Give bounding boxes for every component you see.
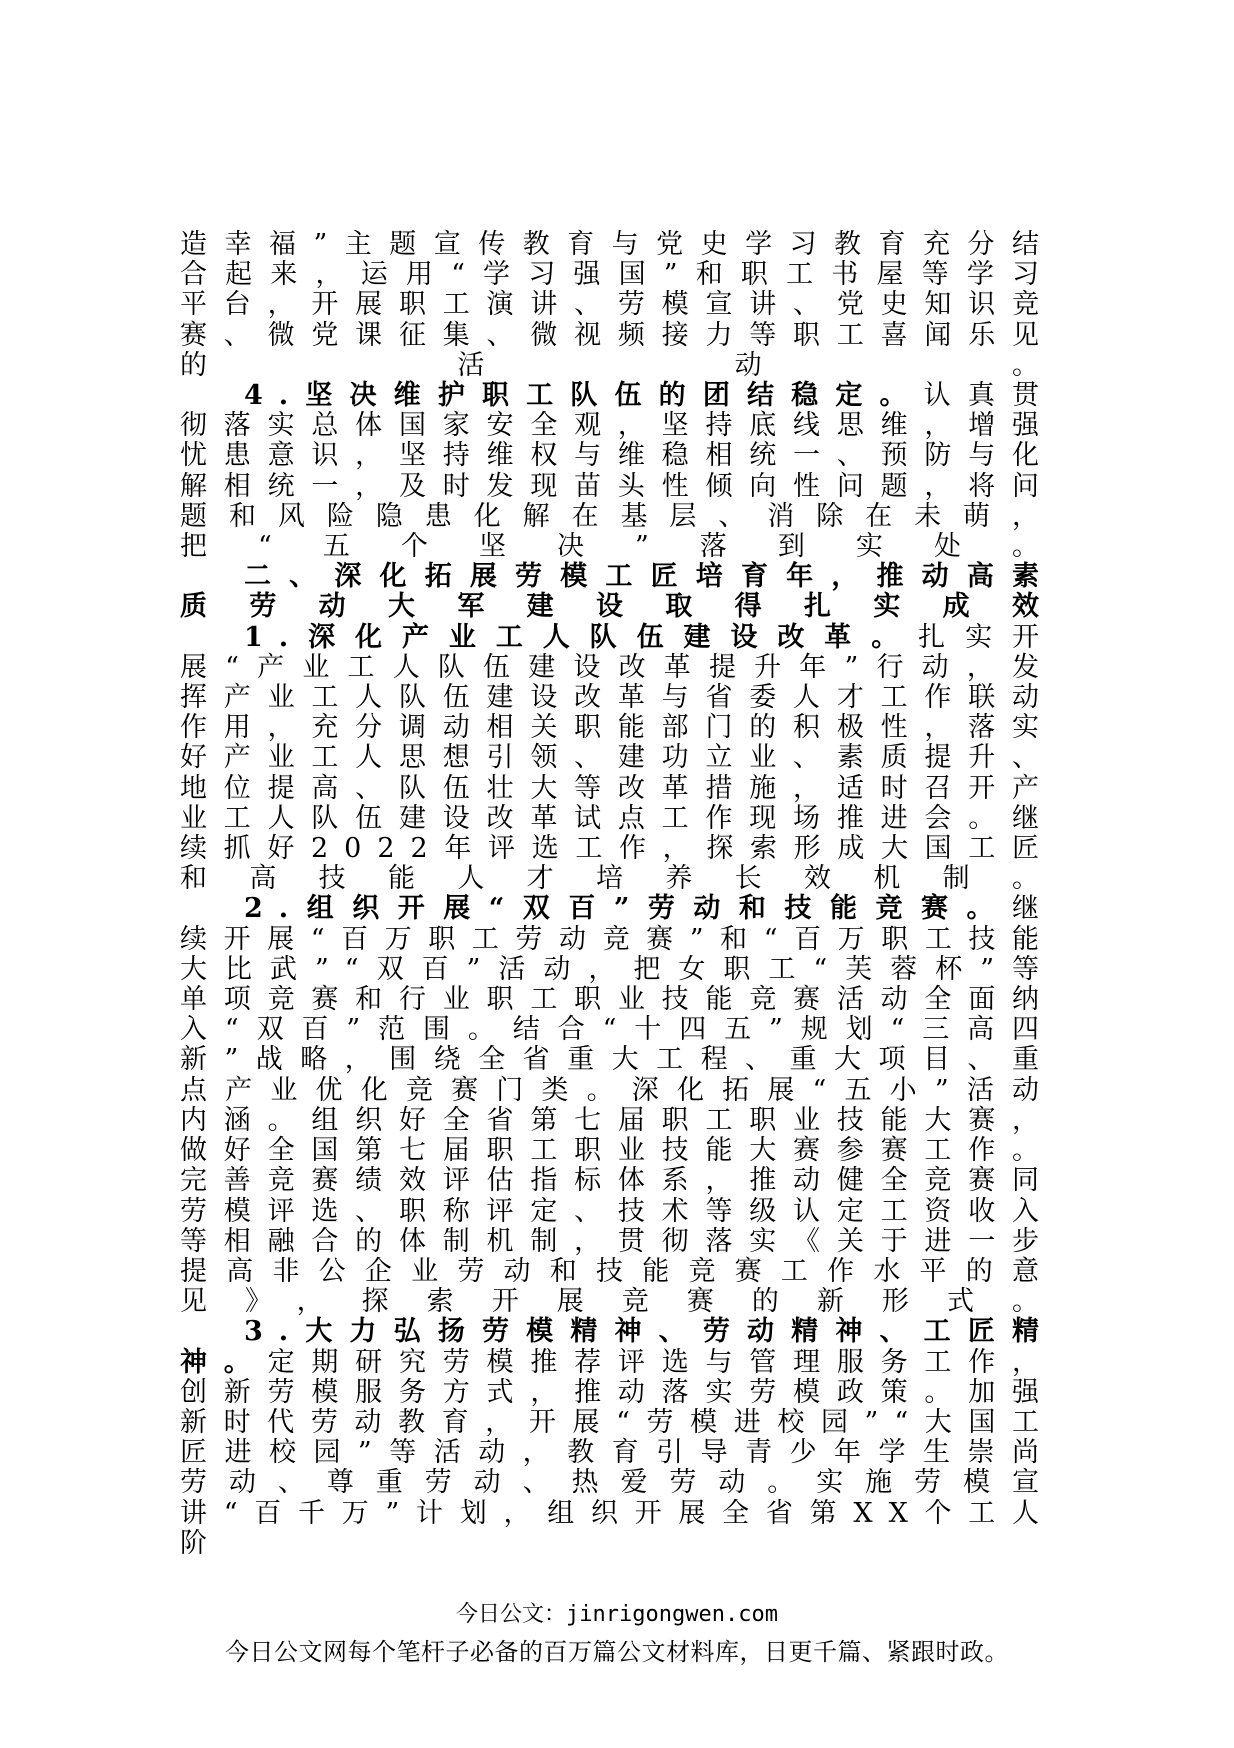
footer-link[interactable]: jinrigongwen.com [566, 1602, 778, 1627]
paragraph-item-1 [180, 623, 1055, 895]
paragraph-item-4 [180, 381, 1055, 562]
paragraph-text: 继续开展“百万职工劳动竞赛”和“百万职工技能大比武”“双百”活动，把女职工“芙蓉杯”等单项竞赛和行业职工职业技能竞赛活动全面纳入“双百”范围。结合“十四五”规划“三高四新”战略，围绕全省重大工程、重大项目、重点产业优化竞赛门类。深化拓展“五小”活动内涵。组织好全省第七届职工职业技能大赛，做好全国第七届职工职业技能大赛参赛工作。完善竞赛绩效评估指标体系，推动健全竞赛同劳模评选、职称评定、技术等级认定工资收入等相融合的体制机制，贯彻落实《关于进一步提高非公企业劳动和技能竞赛工作水平的意见》，探索开展竞赛的新形式。 [180, 893, 1055, 1318]
footer-prefix: 今日公文： [456, 1602, 567, 1627]
paragraph-heading: 3.大力弘扬劳模精神、劳动精神、工匠精神。 [180, 1316, 1055, 1378]
paragraph-continuation [180, 230, 1055, 381]
document-body [180, 230, 1055, 1559]
section-heading-text: 二、深化拓展劳模工匠培育年，推动高素质劳动大军建设取得扎实成效 [180, 561, 1055, 623]
paragraph-heading: 1.深化产业工人队伍建设改革。 [244, 621, 919, 653]
paragraph-text: 造幸福”主题宣传教育与党史学习教育充分结合起来，运用“学习强国”和职工书屋等学习平台，开展职工演讲、劳模宣讲、党史知识竞赛、微党课征集、微视频接力等职工喜闻乐见的活动。 [180, 229, 1055, 381]
paragraph-heading: 4.坚决维护职工队伍的团结稳定。 [244, 380, 924, 412]
paragraph-text: 扎实开展“产业工人队伍建设改革提升年”行动，发挥产业工人队伍建设改革与省委人才工作联动作用，充分调动相关职能部门的积极性，落实好产业工人思想引领、建功立业、素质提升、地位提高、队伍壮大等改革措施，适时召开产业工人队伍建设改革试点工作现场推进会。继续抓好2022年评选工作，探索形成大国工匠和高技能人才培养长效机制。 [180, 621, 1056, 895]
paragraph-text: 定期研究劳模推荐评选与管理服务工作，创新劳模服务方式，推动落实劳模政策。加强新时代劳动教育，开展“劳模进校园”“大国工匠进校园”等活动，教育引导青少年学生崇尚劳动、尊重劳动、热爱劳动。实施劳模宣讲“百千万”计划，组织开展全省第XX个工人阶 [180, 1346, 1056, 1559]
paragraph-item-2 [180, 894, 1055, 1317]
paragraph-text: 认真贯彻落实总体国家安全观，坚持底线思维，增强忧患意识，坚持维权与维稳相统一、预防与化解相统一，及时发现苗头性倾向性问题，将问题和风险隐患化解在基层、消除在未萌，把“五个坚决”落到实处。 [180, 380, 1056, 563]
section-heading-2 [180, 562, 1055, 622]
paragraph-heading: 2.组织开展“双百”劳动和技能竞赛。 [244, 893, 1012, 925]
footer-tagline: 今日公文网每个笔杆子必备的百万篇公文材料库，日更千篇、紧跟时政。 [225, 1638, 1009, 1666]
footer-source [0, 1597, 1234, 1628]
paragraph-item-3 [180, 1317, 1055, 1559]
